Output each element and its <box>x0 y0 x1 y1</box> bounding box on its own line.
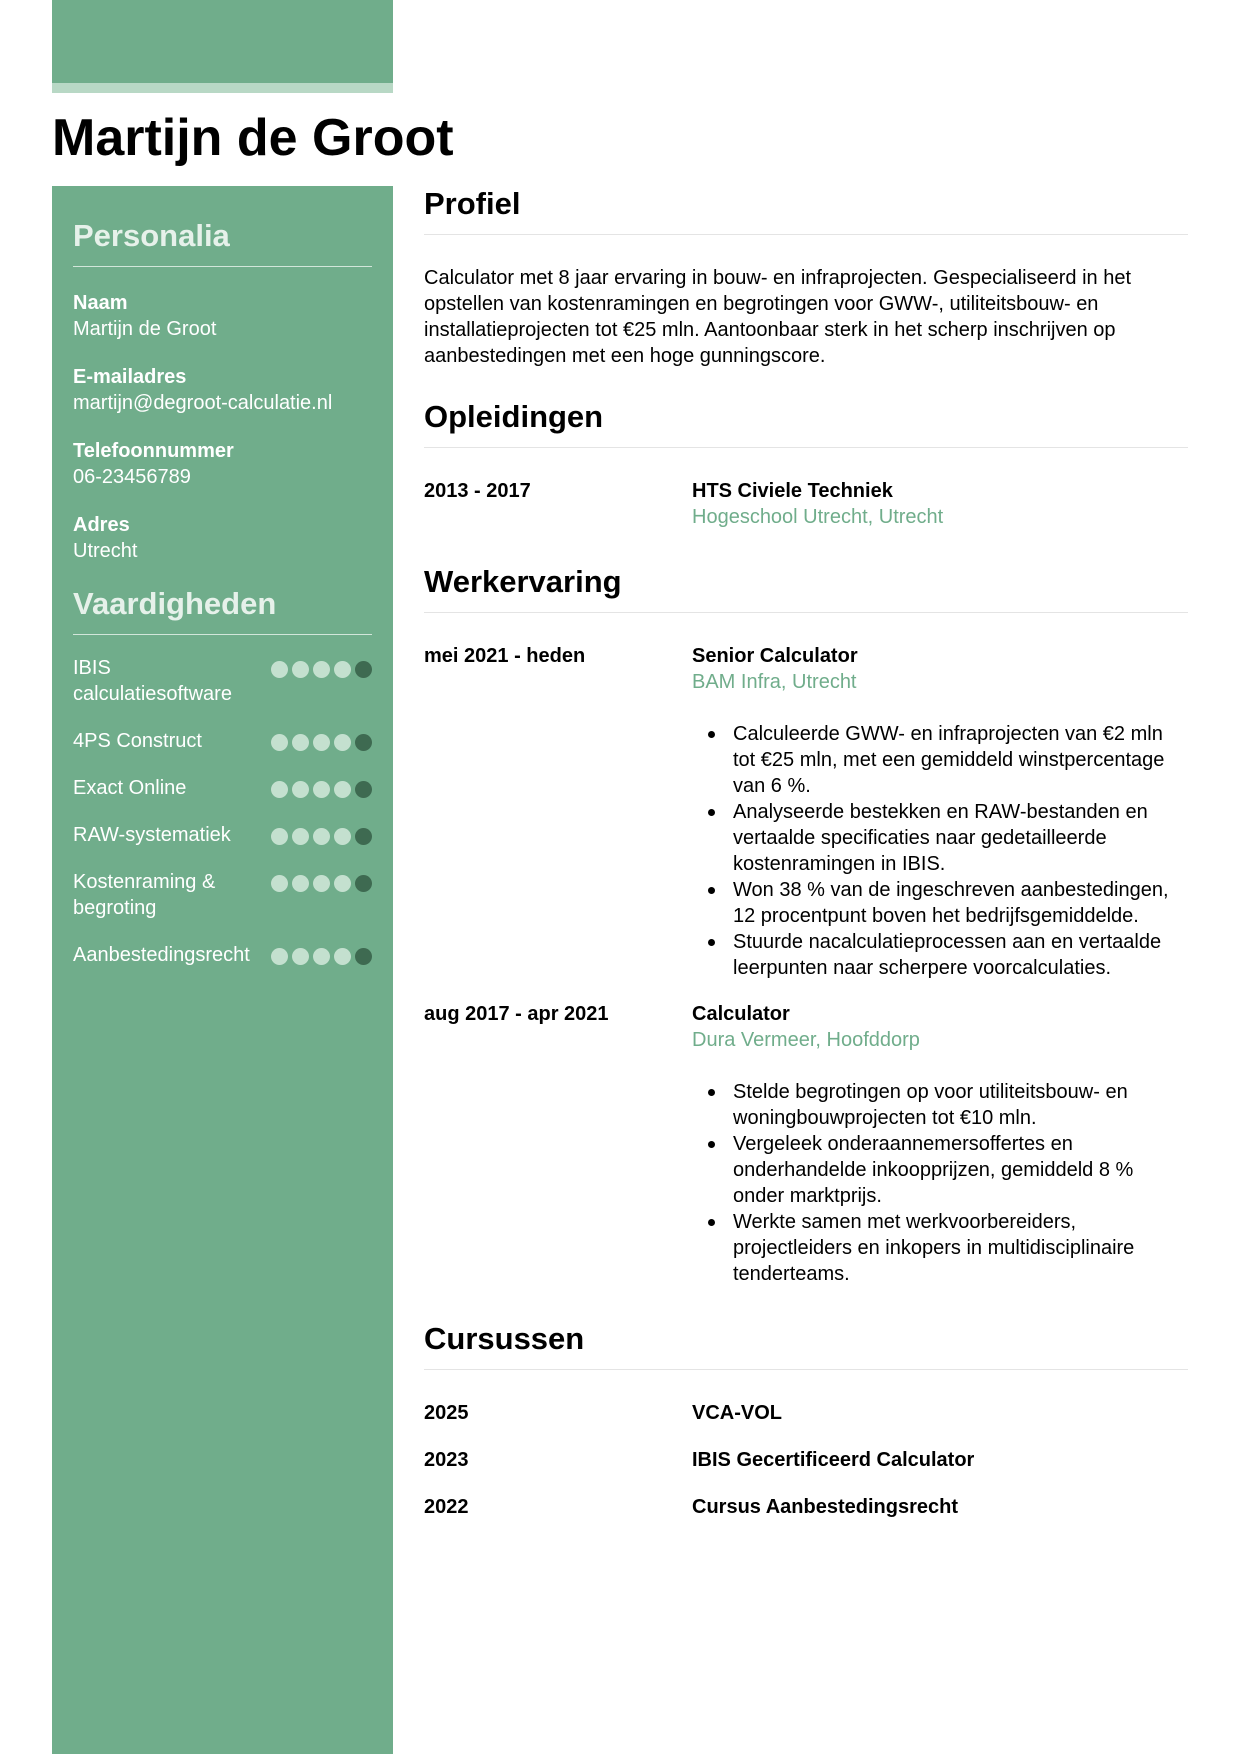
rating-dot-filled <box>334 734 351 751</box>
personalia-phone <box>73 438 372 490</box>
skill-name: Exact Online <box>73 777 187 799</box>
skill-list <box>73 655 372 968</box>
rating-dot-filled <box>292 734 309 751</box>
skill-rating <box>271 734 372 751</box>
entry-body <box>692 478 1188 530</box>
address-value: Utrecht <box>73 540 138 562</box>
personalia-heading: Personalia <box>73 218 372 267</box>
personalia-name <box>73 290 372 342</box>
skill-rating <box>271 781 372 798</box>
rating-dot-filled <box>292 661 309 678</box>
entry-subtitle: BAM Infra, Utrecht <box>692 671 857 693</box>
entry-period: mei 2021 - heden <box>424 645 586 667</box>
rating-dot-filled <box>313 948 330 965</box>
bullet-list <box>692 721 1188 981</box>
entry-body <box>692 643 1188 981</box>
course-year: 2023 <box>424 1449 469 1471</box>
rating-dot-filled <box>292 875 309 892</box>
course-name: VCA-VOL <box>692 1402 782 1424</box>
rating-dot-empty <box>355 781 372 798</box>
rating-dot-filled <box>334 828 351 845</box>
skill-name: RAW-systematiek <box>73 824 231 846</box>
entry-subtitle: Hogeschool Utrecht, Utrecht <box>692 506 944 528</box>
skill-name: 4PS Construct <box>73 730 202 752</box>
section-title: Werkervaring <box>424 564 1188 613</box>
skill-item <box>73 775 372 801</box>
rating-dot-filled <box>292 828 309 845</box>
bullet-list <box>692 1079 1188 1287</box>
profile-section <box>424 186 1188 369</box>
skill-rating <box>271 948 372 965</box>
section-title: Opleidingen <box>424 399 1188 448</box>
rating-dot-empty <box>355 948 372 965</box>
experience-entry <box>424 1001 1188 1287</box>
experience-section <box>424 564 1188 1287</box>
skill-item <box>73 728 372 754</box>
phone-value: 06-23456789 <box>73 466 191 488</box>
entry-subtitle: Dura Vermeer, Hoofddorp <box>692 1029 920 1051</box>
skill-item <box>73 869 372 921</box>
rating-dot-empty <box>355 734 372 751</box>
header-accent-stripe <box>52 83 393 93</box>
skill-name: Aanbestedingsrecht <box>73 944 250 966</box>
skill-rating <box>271 661 372 678</box>
main-content <box>424 186 1188 1520</box>
skill-item <box>73 942 372 968</box>
rating-dot-filled <box>313 661 330 678</box>
personalia-email <box>73 364 372 416</box>
personalia-address <box>73 512 372 564</box>
rating-dot-filled <box>271 875 288 892</box>
entry-title: Senior Calculator <box>692 645 858 667</box>
header-color-band <box>52 0 393 83</box>
experience-entry <box>424 643 1188 981</box>
rating-dot-filled <box>334 948 351 965</box>
skill-item <box>73 822 372 848</box>
rating-dot-filled <box>334 781 351 798</box>
bullet-item: Won 38 % van de ingeschreven aanbestedingen, 12 procentpunt boven het bedrijfsgemiddelde. <box>733 877 1188 929</box>
rating-dot-filled <box>271 828 288 845</box>
info-label: Telefoonnummer <box>73 440 234 462</box>
info-label: Naam <box>73 292 128 314</box>
sidebar <box>52 186 393 1754</box>
skill-rating <box>271 828 372 845</box>
rating-dot-filled <box>313 828 330 845</box>
info-label: E-mailadres <box>73 366 187 388</box>
rating-dot-filled <box>292 948 309 965</box>
course-name: IBIS Gecertificeerd Calculator <box>692 1449 975 1471</box>
bullet-item: Vergeleek onderaannemersoffertes en onderhandelde inkoopprijzen, gemiddeld 8 % onder marktprijs. <box>733 1131 1188 1209</box>
entry-title: Calculator <box>692 1003 790 1025</box>
course-entry <box>424 1447 1188 1473</box>
rating-dot-filled <box>334 661 351 678</box>
course-name: Cursus Aanbestedingsrecht <box>692 1496 958 1518</box>
entry-period: aug 2017 - apr 2021 <box>424 1003 609 1025</box>
rating-dot-filled <box>313 781 330 798</box>
info-label: Adres <box>73 514 130 536</box>
course-year: 2022 <box>424 1496 469 1518</box>
email-value: martijn@degroot-calculatie.nl <box>73 392 333 414</box>
rating-dot-filled <box>271 948 288 965</box>
profile-text: Calculator met 8 jaar ervaring in bouw- en infraprojecten. Gespecialiseerd in het opstellen van kostenramingen en begrotingen voor GWW-, utiliteitsbouw- en installatieprojecten tot €25 mln. Aantoonbaar sterk in het scherp inschrijven op aanbestedingen met een hoge gunningscore. <box>424 267 1132 367</box>
bullet-item: Analyseerde bestekken en RAW-bestanden en vertaalde specificaties naar gedetailleerde kostenramingen in IBIS. <box>733 799 1188 877</box>
courses-section <box>424 1321 1188 1520</box>
rating-dot-empty <box>355 661 372 678</box>
skill-rating <box>271 875 372 892</box>
candidate-name: Martijn de Groot <box>52 109 454 167</box>
rating-dot-empty <box>355 828 372 845</box>
rating-dot-filled <box>313 734 330 751</box>
education-section <box>424 399 1188 530</box>
course-entry <box>424 1400 1188 1426</box>
bullet-item: Calculeerde GWW- en infraprojecten van €2 mln tot €25 mln, met een gemiddeld winstpercentage van 6 %. <box>733 721 1188 799</box>
entry-body <box>692 1001 1188 1287</box>
education-entry <box>424 478 1188 530</box>
rating-dot-empty <box>355 875 372 892</box>
course-year: 2025 <box>424 1402 469 1424</box>
bullet-item: Stelde begrotingen op voor utiliteitsbouw- en woningbouwprojecten tot €10 mln. <box>733 1079 1188 1131</box>
section-title: Profiel <box>424 186 1188 235</box>
skills-heading: Vaardigheden <box>73 586 372 635</box>
skill-name: IBIS calculatiesoftware <box>73 657 232 705</box>
entry-title: HTS Civiele Techniek <box>692 480 893 502</box>
skill-item <box>73 655 372 707</box>
info-value: Martijn de Groot <box>73 318 217 340</box>
rating-dot-filled <box>271 781 288 798</box>
bullet-item: Werkte samen met werkvoorbereiders, projectleiders en inkopers in multidisciplinaire tenderteams. <box>733 1209 1188 1287</box>
rating-dot-filled <box>271 661 288 678</box>
skill-name: Kostenraming & begroting <box>73 871 216 919</box>
rating-dot-filled <box>292 781 309 798</box>
rating-dot-filled <box>271 734 288 751</box>
bullet-item: Stuurde nacalculatieprocessen aan en vertaalde leerpunten naar scherpere voorcalculaties. <box>733 929 1188 981</box>
entry-period: 2013 - 2017 <box>424 480 531 502</box>
rating-dot-filled <box>334 875 351 892</box>
course-entry <box>424 1494 1188 1520</box>
rating-dot-filled <box>313 875 330 892</box>
section-title: Cursussen <box>424 1321 1188 1370</box>
